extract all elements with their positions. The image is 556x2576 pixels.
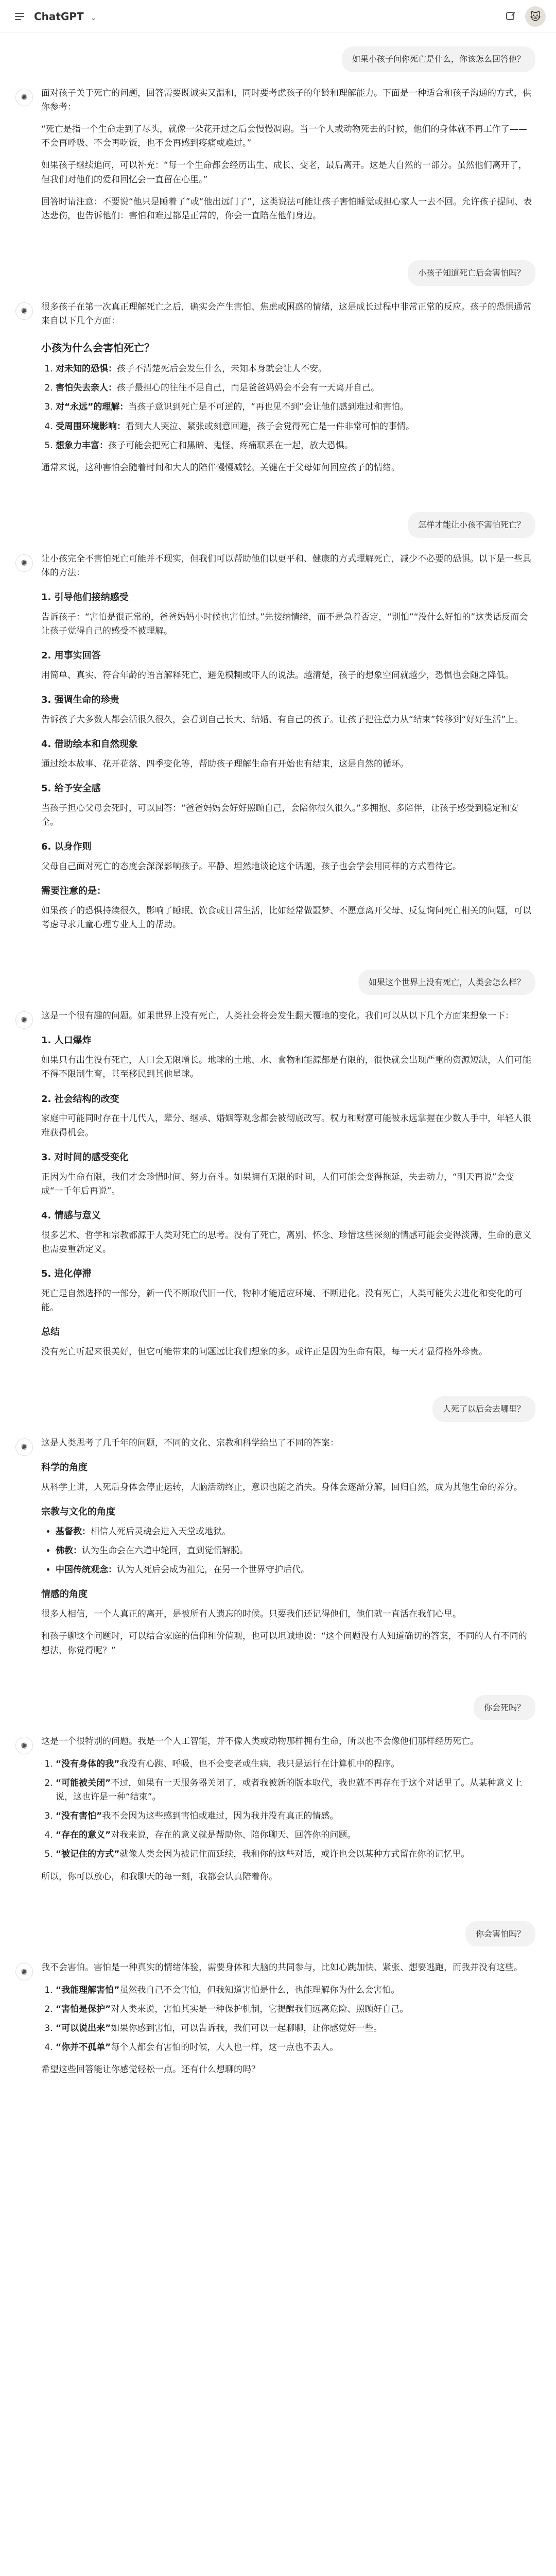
user-message: 小孩子知道死亡后会害怕吗？ (408, 260, 535, 286)
assistant-heading: 3. 强调生命的珍贵 (41, 694, 119, 706)
user-message: 怎样才能让小孩不害怕死亡？ (408, 512, 535, 538)
list-item (56, 1757, 535, 1771)
assistant-turn (0, 1956, 556, 2100)
user-turn (0, 1383, 556, 1431)
assistant-heading: 2. 社会结构的改变 (41, 1093, 119, 1105)
list-item (56, 1776, 535, 1804)
list-item (56, 381, 535, 395)
assistant-paragraph: 希望这些回答能让你感觉轻松一点。还有什么想聊的吗？ (41, 2064, 260, 2075)
assistant-paragraph: 和孩子聊这个问题时，可以结合家庭的信仰和价值观，也可以坦诚地说：“这个问题没有人知道确切的答案，不同的人有不同的想法，你觉得呢？” (41, 1631, 527, 1656)
list-item-text: 每个人都会有害怕的时候，大人也一样，这一点也不丢人。 (111, 2042, 339, 2053)
assistant-paragraph: 家庭中可能同时存在十几代人，辈分、继承、婚姻等观念都会被彻底改写。权力和财富可能被永远掌握在少数人手中，年轻人很难获得机会。 (41, 1113, 531, 1138)
user-turn (0, 956, 556, 1005)
new-chat-icon (505, 11, 516, 22)
assistant-list (41, 1525, 535, 1578)
assistant-heading: 需要注意的是： (41, 886, 106, 897)
list-item-text: 对我来说，存在的意义就是帮助你、陪你聊天、回答你的问题。 (111, 1830, 356, 1841)
model-selector[interactable] (34, 8, 96, 25)
list-item-title: 基督教： (56, 1526, 91, 1537)
chatgpt-logo-icon: ✺ (15, 302, 33, 320)
list-item-text: 就像人类会因为被记住而延续，我和你的这些对话，或许也会以某种方式留在你的记忆里。 (119, 1849, 470, 1860)
assistant-paragraph: 用简单、真实、符合年龄的语言解释死亡，避免模糊或吓人的说法。越清楚，孩子的想象空间就越少，恐惧也会随之降低。 (41, 670, 514, 681)
new-chat-button[interactable] (501, 7, 520, 26)
assistant-paragraph: 很多人相信，一个人真正的离开，是被所有人遗忘的时候。只要我们还记得他们，他们就一直活在我们心里。 (41, 1609, 461, 1620)
list-item-text: 我不会因为这些感到害怕或难过，因为我并没有真正的情感。 (102, 1811, 339, 1822)
assistant-paragraph: 告诉孩子大多数人都会活很久很久，会看到自己长大、结婚、有自己的孩子。让孩子把注意力从“结束”转移到“好好生活”上。 (41, 715, 524, 725)
user-avatar-icon: 🐱 (530, 10, 541, 23)
list-item-text: 当孩子意识到死亡是不可逆的，“再也见不到”会让他们感到难过和害怕。 (128, 402, 409, 413)
list-item-title: “可以说出来” (56, 2023, 111, 2033)
assistant-turn (0, 295, 556, 499)
list-item-title: “存在的意义” (56, 1830, 111, 1841)
top-bar (0, 0, 556, 33)
assistant-heading: 5. 进化停滞 (41, 1268, 92, 1280)
assistant-list (41, 1757, 535, 1862)
list-item-title: “我能理解害怕” (56, 1985, 120, 1995)
user-message: 你会死吗？ (474, 1695, 535, 1721)
assistant-heading: 3. 对时间的感受变化 (41, 1151, 129, 1163)
user-message: 如果这个世界上没有死亡，人类会怎么样？ (358, 970, 535, 995)
list-item (56, 1984, 535, 1997)
chatgpt-logo-icon: ✺ (15, 554, 33, 572)
assistant-paragraph: 这是一个很特别的问题。我是一个人工智能，并不像人类或动物那样拥有生命，所以也不会像他们那样经历死亡。 (41, 1736, 479, 1747)
assistant-list (41, 1984, 535, 2055)
conversation (0, 33, 556, 2101)
assistant-paragraph: 回答时请注意：不要说“他只是睡着了”或“他出远门了”，这类说法可能让孩子害怕睡觉或担心家人一去不回。允许孩子提问、表达悲伤，也告诉他们：害怕和难过都是正常的，你会一直陪在他们身边。 (41, 196, 532, 221)
chevron-down-icon: ⌄ (90, 13, 97, 22)
user-message: 你会害怕吗？ (465, 1921, 535, 1947)
list-item-title: 对“永远”的理解： (56, 402, 129, 413)
list-item (56, 2003, 535, 2016)
list-item-title: “你并不孤单” (56, 2042, 111, 2053)
list-item (56, 1563, 535, 1577)
assistant-paragraph: 这是人类思考了几千年的问题，不同的文化、宗教和科学给出了不同的答案： (41, 1437, 339, 1448)
assistant-paragraph: 面对孩子关于死亡的问题，回答需要既诚实又温和，同时要考虑孩子的年龄和理解能力。下面是一种适合和孩子沟通的方式，供你参考： (41, 88, 531, 112)
list-item (56, 362, 535, 376)
assistant-paragraph: 很多艺术、哲学和宗教都源于人类对死亡的思考。没有了死亡，离别、怀念、珍惜这些深刻的情感可能会变得淡薄，生命的意义也需要重新定义。 (41, 1230, 531, 1255)
assistant-paragraph: 所以，你可以放心，和我聊天的每一刻，我都会认真陪着你。 (41, 1871, 277, 1882)
assistant-paragraph: 通过绘本故事、花开花落、四季变化等，帮助孩子理解生命有开始也有结束，这是自然的循环。 (41, 759, 409, 770)
sidebar-toggle-button[interactable] (10, 7, 29, 26)
assistant-heading: 6. 以身作则 (41, 841, 92, 853)
assistant-heading: 4. 情感与意义 (41, 1210, 101, 1221)
assistant-paragraph: “死亡是指一个生命走到了尽头，就像一朵花开过之后会慢慢凋谢。当一个人或动物死去的时候，他们的身体就不再工作了——不会再呼吸、不会再吃饭，也不会再感到疼痛或难过。” (41, 124, 527, 149)
user-avatar[interactable] (525, 6, 546, 27)
assistant-heading: 4. 借助绘本和自然现象 (41, 739, 138, 750)
list-item (56, 1828, 535, 1842)
list-item-text: 我没有心跳、呼吸，也不会变老或生病，我只是运行在计算机中的程序。 (119, 1758, 400, 1769)
assistant-paragraph: 如果只有出生没有死亡，人口会无限增长。地球的土地、水、食物和能源都是有限的，很快就会出现严重的资源短缺，人们可能不得不限制生育，甚至移民到其他星球。 (41, 1055, 531, 1080)
list-item (56, 439, 535, 453)
list-item-text: 虽然我自己不会害怕，但我知道害怕是什么，也能理解你为什么会害怕。 (119, 1985, 400, 1995)
user-turn (0, 247, 556, 295)
assistant-turn (0, 547, 556, 956)
list-item (56, 420, 535, 434)
chatgpt-logo-icon: ✺ (15, 1011, 33, 1029)
chatgpt-logo-icon: ✺ (15, 89, 33, 106)
assistant-paragraph: 很多孩子在第一次真正理解死亡之后，确实会产生害怕、焦虑或困惑的情绪，这是成长过程中非常正常的反应。孩子的恐惧通常来自以下几个方面： (41, 301, 531, 326)
assistant-turn (0, 81, 556, 247)
list-item-text: 孩子不清楚死后会发生什么，未知本身就会让人不安。 (117, 364, 327, 375)
assistant-paragraph: 我不会害怕。害怕是一种真实的情绪体验，需要身体和大脑的共同参与，比如心跳加快、紧张、想要逃跑，而我并没有这些。 (41, 1962, 523, 1973)
chatgpt-logo-icon: ✺ (15, 1737, 33, 1754)
list-item-title: “被记住的方式” (56, 1849, 120, 1860)
assistant-heading: 2. 用事实回答 (41, 650, 101, 662)
assistant-heading: 5. 给予安全感 (41, 783, 101, 794)
assistant-turn (0, 1431, 556, 1682)
assistant-paragraph: 通常来说，这种害怕会随着时间和大人的陪伴慢慢减轻。关键在于父母如何回应孩子的情绪。 (41, 463, 400, 473)
list-item-text: 相信人死后灵魂会进入天堂或地狱。 (91, 1526, 231, 1537)
assistant-paragraph: 从科学上讲，人死后身体会停止运转，大脑活动终止，意识也随之消失。身体会逐渐分解，回归自然，成为其他生命的养分。 (41, 1482, 523, 1493)
assistant-turn (0, 1004, 556, 1383)
list-item-title: 想象力丰富： (56, 440, 108, 451)
list-item-text: 认为生命会在六道中轮回，直到觉悟解脱。 (82, 1545, 248, 1556)
list-item-title: 受周围环境影响： (56, 421, 126, 432)
user-turn (0, 1908, 556, 1956)
user-turn (0, 33, 556, 81)
assistant-paragraph: 告诉孩子：“害怕是很正常的，爸爸妈妈小时候也害怕过。”先接纳情绪，而不是急着否定，“别怕”“没什么好怕的”这类话反而会让孩子觉得自己的感受不被理解。 (41, 612, 528, 637)
assistant-paragraph: 当孩子担心父母会死时，可以回答：“爸爸妈妈会好好照顾自己，会陪你很久很久。”多拥抱、多陪伴，让孩子感受到稳定和安全。 (41, 803, 519, 828)
list-item-title: 害怕失去亲人： (56, 383, 117, 394)
assistant-heading: 1. 引导他们接纳感受 (41, 592, 129, 603)
list-item (56, 400, 535, 414)
assistant-heading: 总结 (41, 1327, 60, 1338)
assistant-turn (0, 1730, 556, 1908)
assistant-heading: 宗教与文化的角度 (41, 1506, 115, 1517)
assistant-heading: 情感的角度 (41, 1589, 88, 1600)
user-turn (0, 499, 556, 547)
assistant-paragraph: 死亡是自然选择的一部分，新一代不断取代旧一代，物种才能适应环境、不断进化。没有死亡，人类可能失去进化和变化的可能。 (41, 1288, 523, 1313)
assistant-paragraph: 如果孩子的恐惧持续很久，影响了睡眠、饮食或日常生活，比如经常做噩梦、不愿意离开父母、反复询问死亡相关的问题，可以考虑寻求儿童心理专业人士的帮助。 (41, 906, 531, 930)
assistant-paragraph: 正因为生命有限，我们才会珍惜时间、努力奋斗。如果拥有无限的时间，人们可能会变得拖延，失去动力，“明天再说”会变成“一千年后再说”。 (41, 1172, 514, 1196)
chatgpt-logo-icon: ✺ (15, 1438, 33, 1456)
list-item (56, 1544, 535, 1558)
assistant-list (41, 362, 535, 453)
assistant-paragraph: 让小孩完全不害怕死亡可能并不现实，但我们可以帮助他们以更平和、健康的方式理解死亡，减少不必要的恐惧。以下是一些具体的方法： (41, 553, 531, 578)
assistant-paragraph: 没有死亡听起来很美好，但它可能带来的问题远比我们想象的多。或许正是因为生命有限，每一天才显得格外珍贵。 (41, 1347, 488, 1358)
list-item (56, 1525, 535, 1539)
list-item (56, 1848, 535, 1861)
list-item-title: 对未知的恐惧： (56, 364, 117, 375)
list-item-text: 如果你感到害怕，可以告诉我，我们可以一起聊聊，让你感觉好一些。 (111, 2023, 383, 2033)
chatgpt-logo-icon: ✺ (15, 1963, 33, 1980)
list-item (56, 1809, 535, 1823)
list-item (56, 2041, 535, 2055)
assistant-paragraph: 如果孩子继续追问，可以补充：“每一个生命都会经历出生、成长、变老，最后离开。这是大自然的一部分。虽然他们离开了，但我们对他们的爱和回忆会一直留在心里。” (41, 160, 527, 185)
assistant-heading: 科学的角度 (41, 1462, 88, 1473)
assistant-heading: 小孩为什么会害怕死亡？ (41, 342, 154, 354)
list-item-title: “没有害怕” (56, 1811, 102, 1822)
list-item-text: 孩子最担心的往往不是自己，而是爸爸妈妈会不会有一天离开自己。 (117, 383, 379, 394)
list-item-text: 看到大人哭泣、紧张或刻意回避，孩子会觉得死亡是一件非常可怕的事情。 (126, 421, 414, 432)
model-title: ChatGPT (34, 10, 84, 23)
menu-icon (14, 11, 25, 22)
assistant-paragraph: 父母自己面对死亡的态度会深深影响孩子。平静、坦然地谈论这个话题，孩子也会学会用同样的方式看待它。 (41, 861, 461, 872)
list-item-text: 孩子可能会把死亡和黑暗、鬼怪、疼痛联系在一起，放大恐惧。 (108, 440, 353, 451)
list-item (56, 2022, 535, 2036)
list-item-title: 中国传统观念： (56, 1565, 117, 1575)
list-item-title: “没有身体的我” (56, 1758, 120, 1769)
list-item-title: “可能被关闭” (56, 1777, 111, 1788)
assistant-heading: 1. 人口爆炸 (41, 1035, 92, 1046)
user-turn (0, 1682, 556, 1730)
list-item-text: 对人类来说，害怕其实是一种保护机制，它提醒我们远离危险、照顾好自己。 (111, 2004, 409, 2014)
assistant-paragraph: 这是一个很有趣的问题。如果世界上没有死亡，人类社会将会发生翻天覆地的变化。我们可以从以下几个方面来想象一下： (41, 1011, 514, 1022)
list-item-title: 佛教： (56, 1545, 82, 1556)
list-item-text: 不过，如果有一天服务器关闭了，或者我被新的版本取代，我也就不再存在于这个对话里了。从某种意义上说，这也许是一种“结束”。 (56, 1777, 523, 1802)
user-message: 如果小孩子问你死亡是什么，你该怎么回答他？ (342, 46, 535, 72)
list-item-title: “害怕是保护” (56, 2004, 111, 2014)
user-message: 人死了以后会去哪里？ (432, 1396, 535, 1422)
list-item-text: 认为人死后会成为祖先，在另一个世界守护后代。 (117, 1565, 309, 1575)
